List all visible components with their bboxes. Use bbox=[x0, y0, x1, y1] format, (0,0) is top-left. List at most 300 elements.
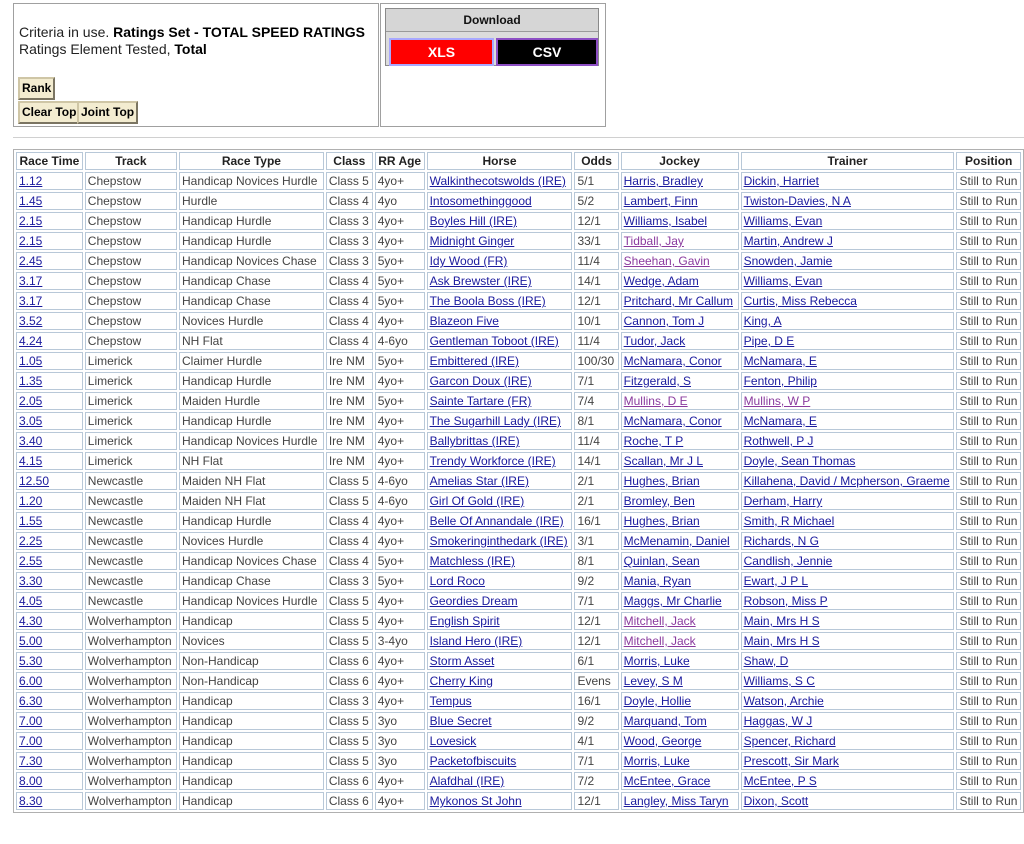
table-row bbox=[16, 452, 1021, 470]
trainer-link[interactable]: Haggas, W J bbox=[743, 714, 813, 728]
race-time-link[interactable]: 3.17 bbox=[19, 274, 43, 288]
jockey-link[interactable]: McNamara, Conor bbox=[623, 354, 722, 368]
trainer-cell bbox=[741, 252, 955, 270]
race-time-link[interactable]: 3.05 bbox=[19, 414, 43, 428]
trainer-link[interactable]: McNamara, E bbox=[743, 354, 817, 368]
race-time-cell bbox=[16, 232, 83, 250]
horse-link[interactable]: Mykonos St John bbox=[429, 794, 522, 808]
odds-cell: 16/1 bbox=[574, 692, 618, 710]
track-cell: Wolverhampton bbox=[85, 692, 177, 710]
position-cell: Still to Run bbox=[956, 332, 1021, 350]
element-value: Total bbox=[174, 41, 207, 57]
jockey-cell bbox=[621, 392, 739, 410]
horse-link[interactable]: Walkinthecotswolds (IRE) bbox=[429, 174, 566, 188]
jockey-link[interactable]: Wedge, Adam bbox=[623, 274, 699, 288]
jockey-link[interactable]: Pritchard, Mr Callum bbox=[623, 294, 733, 308]
race-type-cell: Handicap Hurdle bbox=[179, 232, 324, 250]
race-time-cell bbox=[16, 192, 83, 210]
race-time-link[interactable]: 3.17 bbox=[19, 294, 43, 308]
jockey-cell bbox=[621, 412, 739, 430]
table-row bbox=[16, 612, 1021, 630]
criteria-text bbox=[19, 24, 365, 58]
trainer-link[interactable]: Derham, Harry bbox=[743, 494, 823, 508]
horse-cell bbox=[427, 232, 573, 250]
horse-cell bbox=[427, 352, 573, 370]
position-cell: Still to Run bbox=[956, 232, 1021, 250]
race-time-link[interactable]: 1.20 bbox=[19, 494, 43, 508]
trainer-link[interactable]: King, A bbox=[743, 314, 782, 328]
horse-cell bbox=[427, 472, 573, 490]
rank-button[interactable]: Rank bbox=[18, 77, 55, 100]
rr-age-cell: 5yo+ bbox=[375, 392, 425, 410]
position-cell: Still to Run bbox=[956, 592, 1021, 610]
position-cell: Still to Run bbox=[956, 732, 1021, 750]
rr-age-cell: 4yo+ bbox=[375, 772, 425, 790]
trainer-link[interactable]: Prescott, Sir Mark bbox=[743, 754, 839, 768]
horse-link[interactable]: Sainte Tartare (FR) bbox=[429, 394, 532, 408]
table-row bbox=[16, 772, 1021, 790]
race-time-link[interactable]: 4.24 bbox=[19, 334, 43, 348]
jockey-cell bbox=[621, 292, 739, 310]
csv-download-button[interactable]: CSV bbox=[496, 38, 598, 66]
race-time-link[interactable]: 3.52 bbox=[19, 314, 43, 328]
jockey-link[interactable]: Williams, Isabel bbox=[623, 214, 707, 228]
column-header-rr-age: RR Age bbox=[375, 152, 425, 170]
jockey-cell bbox=[621, 632, 739, 650]
race-time-cell bbox=[16, 332, 83, 350]
trainer-link[interactable]: Pipe, D E bbox=[743, 334, 795, 348]
odds-cell: 7/1 bbox=[574, 372, 618, 390]
rr-age-cell: 4yo+ bbox=[375, 452, 425, 470]
jockey-link[interactable]: Wood, George bbox=[623, 734, 702, 748]
jockey-link[interactable]: McMenamin, Daniel bbox=[623, 534, 730, 548]
horse-link[interactable]: Boyles Hill (IRE) bbox=[429, 214, 517, 228]
class-cell: Class 6 bbox=[326, 672, 373, 690]
trainer-cell bbox=[741, 692, 955, 710]
jockey-link[interactable]: Doyle, Hollie bbox=[623, 694, 691, 708]
track-cell: Wolverhampton bbox=[85, 772, 177, 790]
race-time-cell bbox=[16, 512, 83, 530]
jockey-link[interactable]: Roche, T P bbox=[623, 434, 684, 448]
race-time-link[interactable]: 2.55 bbox=[19, 554, 43, 568]
race-type-cell: Novices Hurdle bbox=[179, 532, 324, 550]
class-cell: Class 4 bbox=[326, 192, 373, 210]
track-cell: Chepstow bbox=[85, 312, 177, 330]
horse-link[interactable]: The Boola Boss (IRE) bbox=[429, 294, 546, 308]
trainer-link[interactable]: Martin, Andrew J bbox=[743, 234, 833, 248]
trainer-link[interactable]: Ewart, J P L bbox=[743, 574, 809, 588]
table-row bbox=[16, 472, 1021, 490]
horse-cell bbox=[427, 412, 573, 430]
class-cell: Ire NM bbox=[326, 412, 373, 430]
horse-link[interactable]: Smokeringinthedark (IRE) bbox=[429, 534, 568, 548]
race-type-cell: Handicap Novices Hurdle bbox=[179, 432, 324, 450]
class-cell: Class 3 bbox=[326, 212, 373, 230]
jockey-cell bbox=[621, 332, 739, 350]
horse-cell bbox=[427, 552, 573, 570]
race-time-link[interactable]: 2.15 bbox=[19, 214, 43, 228]
jockey-link[interactable]: Maggs, Mr Charlie bbox=[623, 594, 722, 608]
horse-link[interactable]: Idy Wood (FR) bbox=[429, 254, 508, 268]
race-time-cell bbox=[16, 592, 83, 610]
trainer-link[interactable]: Robson, Miss P bbox=[743, 594, 828, 608]
trainer-cell bbox=[741, 452, 955, 470]
class-cell: Ire NM bbox=[326, 352, 373, 370]
horse-link[interactable]: Garcon Doux (IRE) bbox=[429, 374, 532, 388]
race-time-link[interactable]: 6.30 bbox=[19, 694, 43, 708]
odds-cell: 4/1 bbox=[574, 732, 618, 750]
track-cell: Chepstow bbox=[85, 252, 177, 270]
jockey-cell bbox=[621, 712, 739, 730]
trainer-link[interactable]: Dickin, Harriet bbox=[743, 174, 819, 188]
race-time-link[interactable]: 1.12 bbox=[19, 174, 43, 188]
jockey-link[interactable]: Tidball, Jay bbox=[623, 234, 684, 248]
horse-link[interactable]: The Sugarhill Lady (IRE) bbox=[429, 414, 561, 428]
race-type-cell: Maiden NH Flat bbox=[179, 472, 324, 490]
race-time-link[interactable]: 7.00 bbox=[19, 734, 43, 748]
race-time-link[interactable]: 2.05 bbox=[19, 394, 43, 408]
odds-cell: 7/2 bbox=[574, 772, 618, 790]
trainer-link[interactable]: Doyle, Sean Thomas bbox=[743, 454, 856, 468]
race-time-link[interactable]: 5.00 bbox=[19, 634, 43, 648]
column-header-jockey: Jockey bbox=[621, 152, 739, 170]
horse-link[interactable]: Ask Brewster (IRE) bbox=[429, 274, 532, 288]
table-row bbox=[16, 212, 1021, 230]
jockey-link[interactable]: Mitchell, Jack bbox=[623, 614, 696, 628]
race-time-link[interactable]: 8.30 bbox=[19, 794, 43, 808]
horse-link[interactable]: Blue Secret bbox=[429, 714, 492, 728]
position-cell: Still to Run bbox=[956, 632, 1021, 650]
table-row bbox=[16, 572, 1021, 590]
column-header-position: Position bbox=[956, 152, 1021, 170]
trainer-cell bbox=[741, 432, 955, 450]
rr-age-cell: 4-6yo bbox=[375, 332, 425, 350]
race-type-cell: Handicap bbox=[179, 612, 324, 630]
horse-link[interactable]: Cherry King bbox=[429, 674, 493, 688]
position-cell: Still to Run bbox=[956, 372, 1021, 390]
odds-cell: 7/1 bbox=[574, 592, 618, 610]
trainer-cell bbox=[741, 672, 955, 690]
class-cell: Class 3 bbox=[326, 692, 373, 710]
column-header-track: Track bbox=[85, 152, 177, 170]
trainer-link[interactable]: Dixon, Scott bbox=[743, 794, 809, 808]
jockey-link[interactable]: Mitchell, Jack bbox=[623, 634, 696, 648]
horse-link[interactable]: Matchless (IRE) bbox=[429, 554, 515, 568]
table-row bbox=[16, 712, 1021, 730]
race-type-cell: Handicap bbox=[179, 692, 324, 710]
race-time-link[interactable]: 2.45 bbox=[19, 254, 43, 268]
race-time-link[interactable]: 7.30 bbox=[19, 754, 43, 768]
jockey-cell bbox=[621, 532, 739, 550]
download-title: Download bbox=[386, 9, 598, 32]
race-type-cell: Novices Hurdle bbox=[179, 312, 324, 330]
horse-link[interactable]: Tempus bbox=[429, 694, 472, 708]
trainer-link[interactable]: Twiston-Davies, N A bbox=[743, 194, 851, 208]
jockey-cell bbox=[621, 692, 739, 710]
class-cell: Class 5 bbox=[326, 492, 373, 510]
jockey-cell bbox=[621, 312, 739, 330]
race-time-link[interactable]: 4.30 bbox=[19, 614, 43, 628]
horse-link[interactable]: Midnight Ginger bbox=[429, 234, 515, 248]
trainer-cell bbox=[741, 732, 955, 750]
race-time-link[interactable]: 1.55 bbox=[19, 514, 43, 528]
trainer-cell bbox=[741, 552, 955, 570]
race-time-link[interactable]: 2.25 bbox=[19, 534, 43, 548]
rr-age-cell: 3yo bbox=[375, 752, 425, 770]
trainer-link[interactable]: Smith, R Michael bbox=[743, 514, 835, 528]
odds-cell: 2/1 bbox=[574, 472, 618, 490]
jockey-link[interactable]: Harris, Bradley bbox=[623, 174, 703, 188]
race-time-link[interactable]: 6.00 bbox=[19, 674, 43, 688]
rr-age-cell: 4yo+ bbox=[375, 412, 425, 430]
horse-cell bbox=[427, 332, 573, 350]
position-cell: Still to Run bbox=[956, 672, 1021, 690]
race-time-link[interactable]: 7.00 bbox=[19, 714, 43, 728]
jockey-link[interactable]: Bromley, Ben bbox=[623, 494, 695, 508]
table-row bbox=[16, 672, 1021, 690]
race-type-cell: Maiden NH Flat bbox=[179, 492, 324, 510]
divider bbox=[13, 137, 1024, 138]
jockey-link[interactable]: Langley, Miss Taryn bbox=[623, 794, 729, 808]
table-row bbox=[16, 272, 1021, 290]
trainer-link[interactable]: McNamara, E bbox=[743, 414, 817, 428]
race-time-cell bbox=[16, 212, 83, 230]
table-row bbox=[16, 592, 1021, 610]
jockey-link[interactable]: Cannon, Tom J bbox=[623, 314, 705, 328]
trainer-link[interactable]: Shaw, D bbox=[743, 654, 789, 668]
trainer-cell bbox=[741, 172, 955, 190]
race-time-link[interactable]: 4.05 bbox=[19, 594, 43, 608]
track-cell: Limerick bbox=[85, 452, 177, 470]
horse-link[interactable]: Packetofbiscuits bbox=[429, 754, 517, 768]
odds-cell: 14/1 bbox=[574, 452, 618, 470]
horse-link[interactable]: Lovesick bbox=[429, 734, 477, 748]
jockey-cell bbox=[621, 472, 739, 490]
trainer-cell bbox=[741, 712, 955, 730]
trainer-link[interactable]: Williams, Evan bbox=[743, 214, 823, 228]
horse-link[interactable]: Belle Of Annandale (IRE) bbox=[429, 514, 564, 528]
trainer-cell bbox=[741, 292, 955, 310]
trainer-link[interactable]: McEntee, P S bbox=[743, 774, 817, 788]
jockey-link[interactable]: Lambert, Finn bbox=[623, 194, 698, 208]
race-time-link[interactable]: 4.15 bbox=[19, 454, 43, 468]
jockey-cell bbox=[621, 452, 739, 470]
trainer-cell bbox=[741, 652, 955, 670]
trainer-cell bbox=[741, 412, 955, 430]
horse-cell bbox=[427, 632, 573, 650]
jockey-cell bbox=[621, 232, 739, 250]
horse-link[interactable]: Alafdhal (IRE) bbox=[429, 774, 505, 788]
rr-age-cell: 4yo+ bbox=[375, 672, 425, 690]
trainer-link[interactable]: Main, Mrs H S bbox=[743, 614, 820, 628]
trainer-cell bbox=[741, 192, 955, 210]
horse-cell bbox=[427, 192, 573, 210]
race-time-link[interactable]: 1.45 bbox=[19, 194, 43, 208]
jockey-link[interactable]: Levey, S M bbox=[623, 674, 683, 688]
jockey-link[interactable]: Morris, Luke bbox=[623, 754, 690, 768]
trainer-link[interactable]: Richards, N G bbox=[743, 534, 819, 548]
odds-cell: 12/1 bbox=[574, 632, 618, 650]
odds-cell: 8/1 bbox=[574, 552, 618, 570]
track-cell: Wolverhampton bbox=[85, 672, 177, 690]
horse-link[interactable]: Island Hero (IRE) bbox=[429, 634, 523, 648]
trainer-cell bbox=[741, 472, 955, 490]
table-row bbox=[16, 412, 1021, 430]
race-time-cell bbox=[16, 672, 83, 690]
position-cell: Still to Run bbox=[956, 172, 1021, 190]
track-cell: Wolverhampton bbox=[85, 752, 177, 770]
race-time-link[interactable]: 5.30 bbox=[19, 654, 43, 668]
race-time-link[interactable]: 12.50 bbox=[19, 474, 50, 488]
position-cell: Still to Run bbox=[956, 452, 1021, 470]
trainer-link[interactable]: Williams, Evan bbox=[743, 274, 823, 288]
horse-link[interactable]: Geordies Dream bbox=[429, 594, 518, 608]
jockey-link[interactable]: Mania, Ryan bbox=[623, 574, 692, 588]
jockey-link[interactable]: Sheehan, Gavin bbox=[623, 254, 710, 268]
race-time-cell bbox=[16, 712, 83, 730]
position-cell: Still to Run bbox=[956, 492, 1021, 510]
rr-age-cell: 4-6yo bbox=[375, 472, 425, 490]
odds-cell: 11/4 bbox=[574, 432, 618, 450]
table-row bbox=[16, 292, 1021, 310]
jockey-cell bbox=[621, 612, 739, 630]
horse-link[interactable]: Lord Roco bbox=[429, 574, 485, 588]
trainer-link[interactable]: Fenton, Philip bbox=[743, 374, 817, 388]
horse-cell bbox=[427, 572, 573, 590]
horse-link[interactable]: Girl Of Gold (IRE) bbox=[429, 494, 525, 508]
race-type-cell: Handicap Hurdle bbox=[179, 372, 324, 390]
horse-cell bbox=[427, 272, 573, 290]
trainer-link[interactable]: Main, Mrs H S bbox=[743, 634, 820, 648]
race-type-cell: Handicap Novices Hurdle bbox=[179, 592, 324, 610]
jockey-link[interactable]: McEntee, Grace bbox=[623, 774, 711, 788]
trainer-link[interactable]: Mullins, W P bbox=[743, 394, 811, 408]
class-cell: Class 3 bbox=[326, 572, 373, 590]
race-time-cell bbox=[16, 772, 83, 790]
race-time-link[interactable]: 2.15 bbox=[19, 234, 43, 248]
race-time-link[interactable]: 3.30 bbox=[19, 574, 43, 588]
trainer-link[interactable]: Snowden, Jamie bbox=[743, 254, 833, 268]
trainer-link[interactable]: Spencer, Richard bbox=[743, 734, 836, 748]
horse-cell bbox=[427, 612, 573, 630]
jockey-link[interactable]: Hughes, Brian bbox=[623, 474, 700, 488]
download-panel bbox=[380, 3, 606, 127]
trainer-link[interactable]: Watson, Archie bbox=[743, 694, 824, 708]
rr-age-cell: 5yo+ bbox=[375, 252, 425, 270]
odds-cell: 16/1 bbox=[574, 512, 618, 530]
race-type-cell: Handicap Hurdle bbox=[179, 412, 324, 430]
trainer-link[interactable]: Curtis, Miss Rebecca bbox=[743, 294, 857, 308]
horse-link[interactable]: Ballybrittas (IRE) bbox=[429, 434, 520, 448]
jockey-link[interactable]: Scallan, Mr J L bbox=[623, 454, 703, 468]
horse-link[interactable]: Trendy Workforce (IRE) bbox=[429, 454, 556, 468]
column-header-race-time: Race Time bbox=[16, 152, 83, 170]
position-cell: Still to Run bbox=[956, 312, 1021, 330]
jockey-link[interactable]: Quinlan, Sean bbox=[623, 554, 700, 568]
track-cell: Limerick bbox=[85, 432, 177, 450]
horse-link[interactable]: Embittered (IRE) bbox=[429, 354, 519, 368]
race-time-cell bbox=[16, 312, 83, 330]
download-box bbox=[385, 8, 599, 66]
class-cell: Class 4 bbox=[326, 512, 373, 530]
jockey-link[interactable]: Mullins, D E bbox=[623, 394, 688, 408]
race-time-link[interactable]: 3.40 bbox=[19, 434, 43, 448]
trainer-link[interactable]: Candlish, Jennie bbox=[743, 554, 833, 568]
horse-cell bbox=[427, 772, 573, 790]
odds-cell: Evens bbox=[574, 672, 618, 690]
joint-top-button[interactable]: Joint Top bbox=[77, 101, 138, 124]
race-time-cell bbox=[16, 732, 83, 750]
jockey-cell bbox=[621, 352, 739, 370]
race-type-cell: Handicap bbox=[179, 732, 324, 750]
horse-cell bbox=[427, 432, 573, 450]
position-cell: Still to Run bbox=[956, 792, 1021, 810]
jockey-link[interactable]: Marquand, Tom bbox=[623, 714, 707, 728]
header-row bbox=[16, 152, 1021, 170]
horse-link[interactable]: Storm Asset bbox=[429, 654, 495, 668]
race-type-cell: Handicap Hurdle bbox=[179, 512, 324, 530]
odds-cell: 9/2 bbox=[574, 572, 618, 590]
race-type-cell: Maiden Hurdle bbox=[179, 392, 324, 410]
xls-download-button[interactable]: XLS bbox=[389, 38, 494, 66]
trainer-link[interactable]: Killahena, David / Mcpherson, Graeme bbox=[743, 474, 950, 488]
horse-link[interactable]: Gentleman Toboot (IRE) bbox=[429, 334, 559, 348]
jockey-link[interactable]: Hughes, Brian bbox=[623, 514, 700, 528]
criteria-panel bbox=[13, 3, 379, 127]
position-cell: Still to Run bbox=[956, 412, 1021, 430]
jockey-link[interactable]: Fitzgerald, S bbox=[623, 374, 691, 388]
jockey-cell bbox=[621, 272, 739, 290]
horse-link[interactable]: English Spirit bbox=[429, 614, 500, 628]
race-time-link[interactable]: 1.35 bbox=[19, 374, 43, 388]
track-cell: Limerick bbox=[85, 372, 177, 390]
jockey-link[interactable]: McNamara, Conor bbox=[623, 414, 722, 428]
jockey-link[interactable]: Morris, Luke bbox=[623, 654, 690, 668]
trainer-link[interactable]: Williams, S C bbox=[743, 674, 815, 688]
track-cell: Chepstow bbox=[85, 172, 177, 190]
horse-cell bbox=[427, 212, 573, 230]
horse-link[interactable]: Blazeon Five bbox=[429, 314, 499, 328]
rr-age-cell: 5yo+ bbox=[375, 292, 425, 310]
horse-cell bbox=[427, 592, 573, 610]
race-type-cell: Handicap Novices Chase bbox=[179, 252, 324, 270]
trainer-cell bbox=[741, 572, 955, 590]
column-header-odds: Odds bbox=[574, 152, 618, 170]
table-row bbox=[16, 532, 1021, 550]
rr-age-cell: 4yo+ bbox=[375, 212, 425, 230]
horse-link[interactable]: Amelias Star (IRE) bbox=[429, 474, 529, 488]
track-cell: Wolverhampton bbox=[85, 652, 177, 670]
trainer-cell bbox=[741, 592, 955, 610]
horse-link[interactable]: Intosomethinggood bbox=[429, 194, 532, 208]
race-time-link[interactable]: 1.05 bbox=[19, 354, 43, 368]
odds-cell: 100/30 bbox=[574, 352, 618, 370]
trainer-cell bbox=[741, 272, 955, 290]
class-cell: Ire NM bbox=[326, 432, 373, 450]
horse-cell bbox=[427, 792, 573, 810]
race-time-cell bbox=[16, 572, 83, 590]
class-cell: Class 6 bbox=[326, 792, 373, 810]
jockey-link[interactable]: Tudor, Jack bbox=[623, 334, 686, 348]
race-time-link[interactable]: 8.00 bbox=[19, 774, 43, 788]
clear-top-button[interactable]: Clear Top bbox=[18, 101, 80, 124]
odds-cell: 8/1 bbox=[574, 412, 618, 430]
horse-cell bbox=[427, 312, 573, 330]
trainer-link[interactable]: Rothwell, P J bbox=[743, 434, 814, 448]
ratings-set-label: Ratings Set - TOTAL SPEED RATINGS bbox=[113, 24, 365, 40]
horse-cell bbox=[427, 512, 573, 530]
track-cell: Wolverhampton bbox=[85, 732, 177, 750]
